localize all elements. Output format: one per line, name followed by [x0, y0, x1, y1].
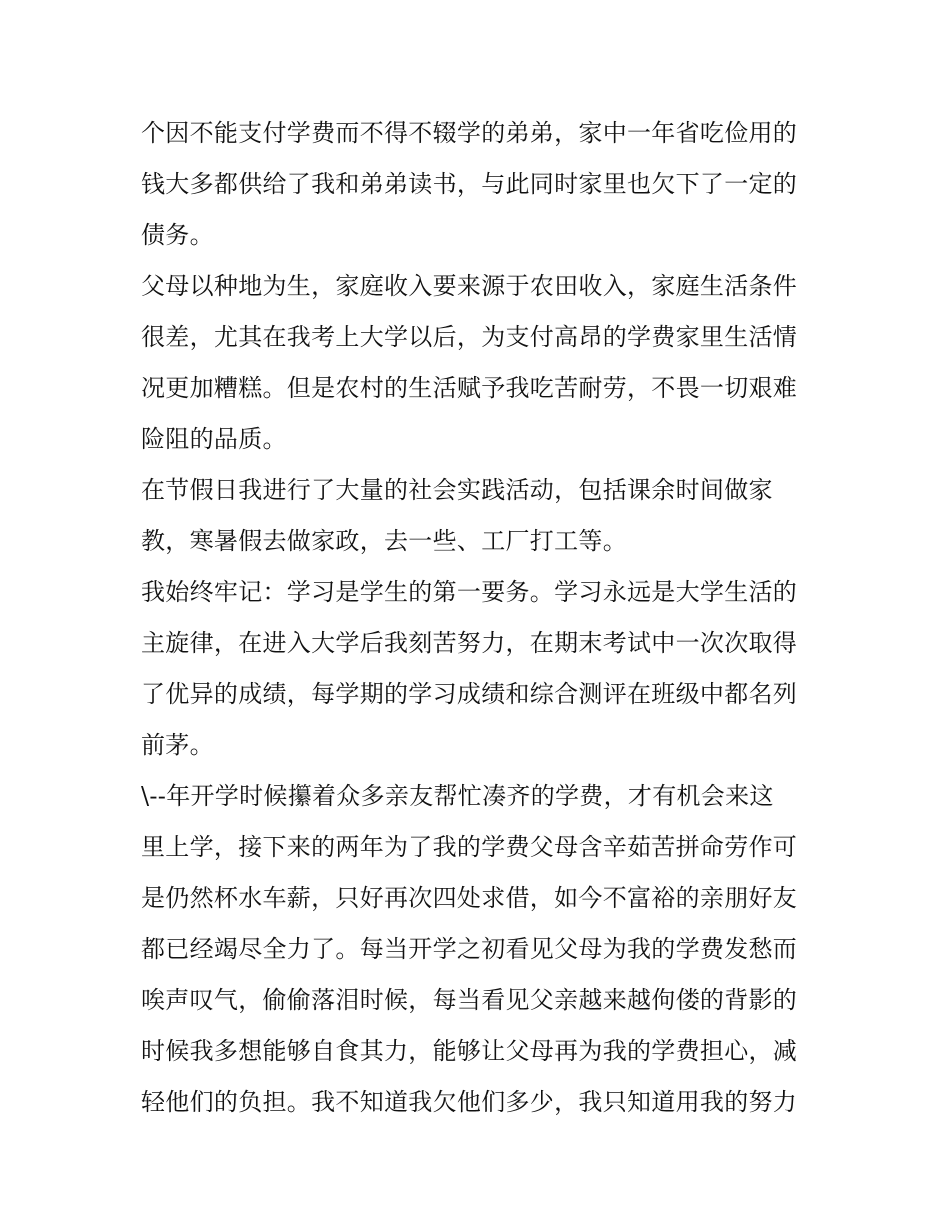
text-line: 主旋律，在进入大学后我刻苦努力，在期末考试中一次次取得 [141, 629, 798, 657]
document-body [141, 108, 821, 1128]
text-line: 前茅。 [141, 731, 214, 759]
text-line: 是仍然杯水车薪，只好再次四处求借，如今不富裕的亲朋好友 [141, 884, 798, 912]
text-line: 都已经竭尽全力了。每当开学之初看见父母为我的学费发愁而 [141, 935, 798, 963]
text-line: 里上学，接下来的两年为了我的学费父母含辛茹苦拼命劳作可 [141, 833, 798, 861]
text-line: 个因不能支付学费而不得不辍学的弟弟，家中一年省吃俭用的 [141, 119, 798, 147]
text-line: 债务。 [141, 221, 214, 249]
text-line: 了优异的成绩，每学期的学习成绩和综合测评在班级中都名列 [141, 680, 798, 708]
text-line: 我始终牢记：学习是学生的第一要务。学习永远是大学生活的 [141, 578, 798, 606]
text-line: \--年开学时候攥着众多亲友帮忙凑齐的学费，才有机会来这 [141, 782, 774, 810]
text-line: 在节假日我进行了大量的社会实践活动，包括课余时间做家 [141, 476, 773, 504]
text-line: 轻他们的负担。我不知道我欠他们多少，我只知道用我的努力 [141, 1088, 798, 1116]
text-line: 时候我多想能够自食其力，能够让父母再为我的学费担心，减 [141, 1037, 798, 1065]
text-line: 险阻的品质。 [141, 425, 287, 453]
text-line: 很差，尤其在我考上大学以后，为支付高昂的学费家里生活情 [141, 323, 798, 351]
text-line: 况更加糟糕。但是农村的生活赋予我吃苦耐劳，不畏一切艰难 [141, 374, 798, 402]
text-line: 钱大多都供给了我和弟弟读书，与此同时家里也欠下了一定的 [141, 170, 798, 198]
text-line: 唉声叹气，偷偷落泪时候，每当看见父亲越来越佝偻的背影的 [141, 986, 798, 1014]
text-line: 教，寒暑假去做家政，去一些、工厂打工等。 [141, 527, 627, 555]
text-line: 父母以种地为生，家庭收入要来源于农田收入，家庭生活条件 [141, 272, 798, 300]
